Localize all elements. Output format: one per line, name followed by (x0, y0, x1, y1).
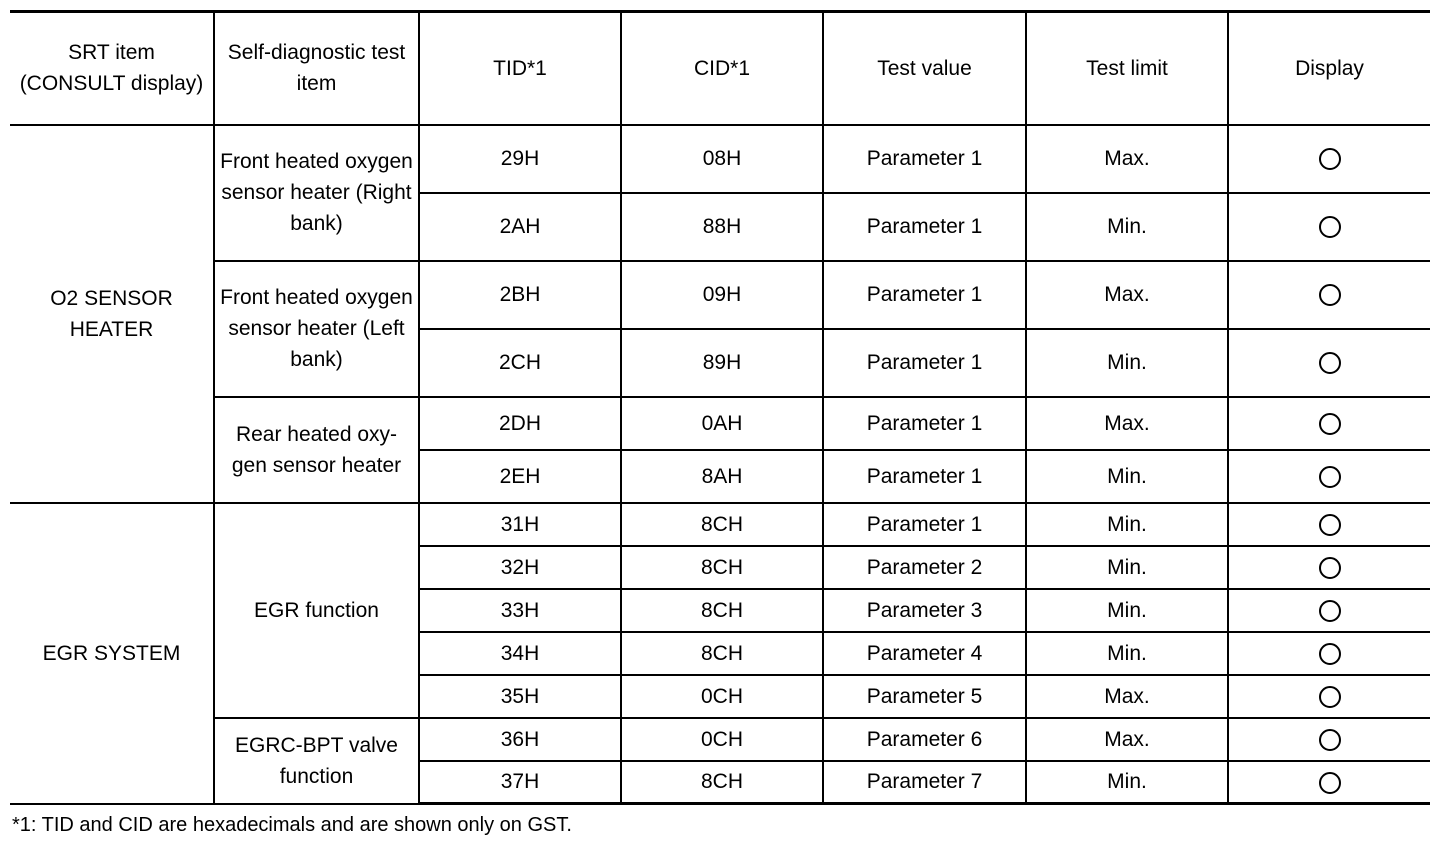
header-cid: CID*1 (621, 12, 823, 125)
cid-cell: 09H (621, 261, 823, 329)
tid-cell: 35H (419, 675, 621, 718)
tid-cell: 32H (419, 546, 621, 589)
display-cell (1228, 503, 1430, 546)
test-value-cell: Parameter 4 (823, 632, 1026, 675)
test-value-cell: Parameter 6 (823, 718, 1026, 761)
tid-cell: 2DH (419, 397, 621, 450)
test-value-cell: Parameter 1 (823, 125, 1026, 193)
test-value-cell: Parameter 1 (823, 261, 1026, 329)
test-limit-cell: Min. (1026, 329, 1228, 397)
tid-cell: 2EH (419, 450, 621, 503)
tid-cell: 2AH (419, 193, 621, 261)
circle-mark-icon (1319, 600, 1341, 622)
tid-cell: 31H (419, 503, 621, 546)
display-cell (1228, 675, 1430, 718)
circle-mark-icon (1319, 729, 1341, 751)
header-display: Display (1228, 12, 1430, 125)
cid-cell: 8CH (621, 503, 823, 546)
test-limit-cell: Max. (1026, 261, 1228, 329)
cid-cell: 0AH (621, 397, 823, 450)
tid-cell: 29H (419, 125, 621, 193)
test-value-cell: Parameter 3 (823, 589, 1026, 632)
test-limit-cell: Max. (1026, 397, 1228, 450)
test-limit-cell: Min. (1026, 589, 1228, 632)
circle-mark-icon (1319, 216, 1341, 238)
tid-cell: 2CH (419, 329, 621, 397)
header-row (10, 12, 1430, 125)
header-test-limit: Test limit (1026, 12, 1228, 125)
tid-cell: 33H (419, 589, 621, 632)
circle-mark-icon (1319, 557, 1341, 579)
cid-cell: 8CH (621, 589, 823, 632)
test-limit-cell: Max. (1026, 718, 1228, 761)
circle-mark-icon (1319, 148, 1341, 170)
test-value-cell: Parameter 1 (823, 503, 1026, 546)
srt-item-cell: EGR SYSTEM (10, 503, 214, 804)
test-value-cell: Parameter 7 (823, 761, 1026, 804)
circle-mark-icon (1319, 284, 1341, 306)
footnote: *1: TID and CID are hexadecimals and are shown only on GST. (12, 814, 572, 836)
display-cell (1228, 193, 1430, 261)
test-value-cell: Parameter 5 (823, 675, 1026, 718)
test-value-cell: Parameter 2 (823, 546, 1026, 589)
test-limit-cell: Max. (1026, 675, 1228, 718)
cid-cell: 8CH (621, 761, 823, 804)
header-test-value: Test value (823, 12, 1026, 125)
display-cell (1228, 761, 1430, 804)
tid-cell: 36H (419, 718, 621, 761)
table-row (10, 125, 1430, 193)
display-cell (1228, 546, 1430, 589)
cid-cell: 8CH (621, 632, 823, 675)
tid-cell: 37H (419, 761, 621, 804)
test-limit-cell: Max. (1026, 125, 1228, 193)
test-limit-cell: Min. (1026, 450, 1228, 503)
table-body (10, 125, 1430, 804)
circle-mark-icon (1319, 352, 1341, 374)
test-limit-cell: Min. (1026, 632, 1228, 675)
test-value-cell: Parameter 1 (823, 329, 1026, 397)
display-cell (1228, 329, 1430, 397)
display-cell (1228, 261, 1430, 329)
test-item-cell: EGR function (214, 503, 419, 718)
test-item-cell: Front heated oxygen sensor heater (Left bank) (214, 261, 419, 397)
table-row (10, 397, 1430, 450)
display-cell (1228, 718, 1430, 761)
table-row (10, 261, 1430, 329)
circle-mark-icon (1319, 466, 1341, 488)
table-row (10, 718, 1430, 761)
test-value-cell: Parameter 1 (823, 397, 1026, 450)
srt-item-cell: O2 SENSOR HEATER (10, 125, 214, 503)
table-row (10, 503, 1430, 546)
circle-mark-icon (1319, 514, 1341, 536)
cid-cell: 88H (621, 193, 823, 261)
display-cell (1228, 450, 1430, 503)
display-cell (1228, 589, 1430, 632)
test-limit-cell: Min. (1026, 193, 1228, 261)
srt-table (10, 10, 1430, 805)
test-value-cell: Parameter 1 (823, 450, 1026, 503)
cid-cell: 89H (621, 329, 823, 397)
cid-cell: 0CH (621, 675, 823, 718)
header-srt-item: SRT item (CONSULT display) (10, 12, 214, 125)
test-item-cell: EGRC-BPT valve function (214, 718, 419, 804)
test-limit-cell: Min. (1026, 503, 1228, 546)
display-cell (1228, 632, 1430, 675)
header-tid: TID*1 (419, 12, 621, 125)
test-limit-cell: Min. (1026, 761, 1228, 804)
cid-cell: 08H (621, 125, 823, 193)
test-limit-cell: Min. (1026, 546, 1228, 589)
header-self-diagnostic-test-item: Self-diagnostic test item (214, 12, 419, 125)
cid-cell: 8CH (621, 546, 823, 589)
circle-mark-icon (1319, 772, 1341, 794)
test-item-cell: Rear heated oxy-gen sensor heater (214, 397, 419, 503)
tid-cell: 34H (419, 632, 621, 675)
test-value-cell: Parameter 1 (823, 193, 1026, 261)
cid-cell: 8AH (621, 450, 823, 503)
circle-mark-icon (1319, 643, 1341, 665)
display-cell (1228, 397, 1430, 450)
circle-mark-icon (1319, 686, 1341, 708)
tid-cell: 2BH (419, 261, 621, 329)
test-item-cell: Front heated oxygen sensor heater (Right bank) (214, 125, 419, 261)
circle-mark-icon (1319, 413, 1341, 435)
cid-cell: 0CH (621, 718, 823, 761)
display-cell (1228, 125, 1430, 193)
